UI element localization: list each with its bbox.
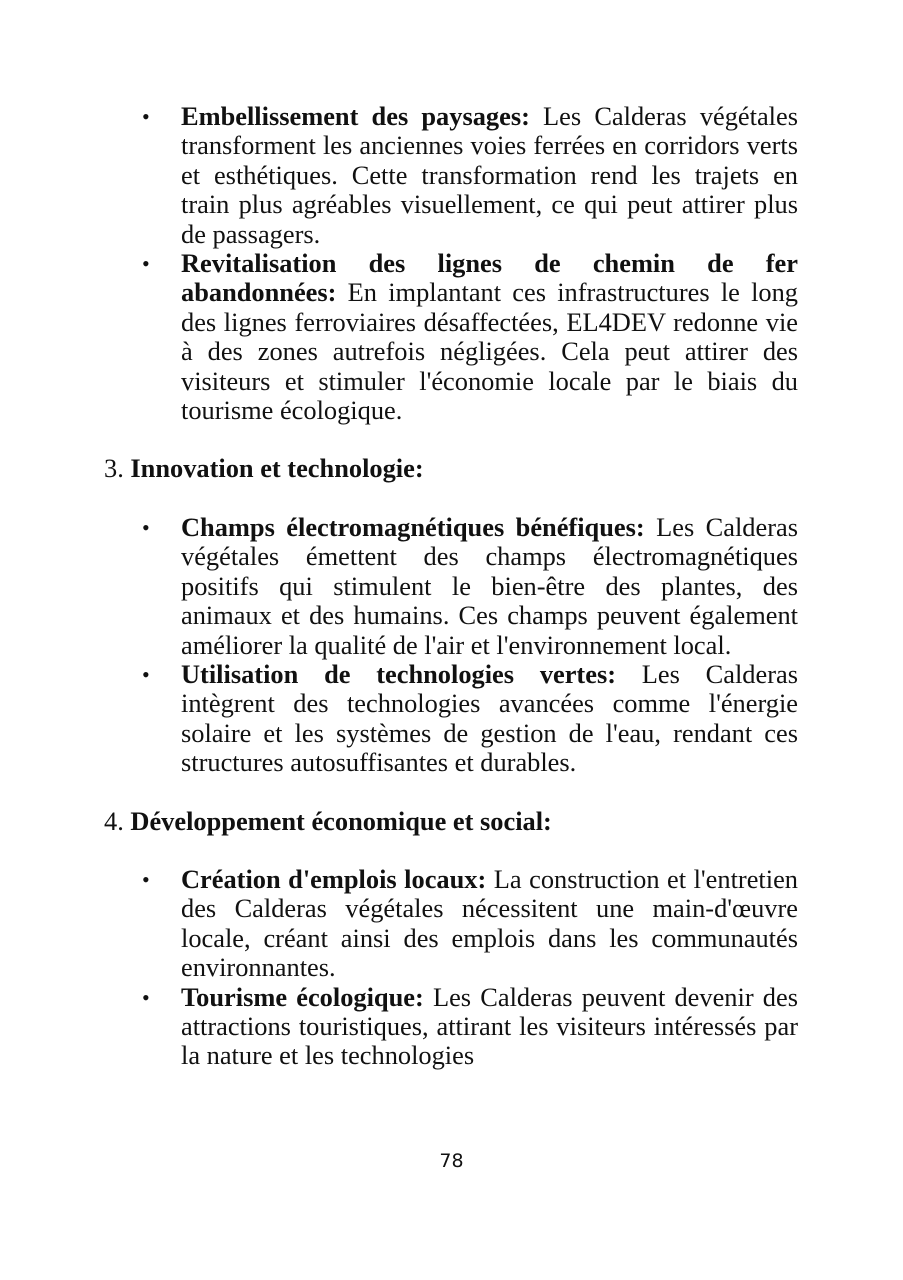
bullet-list-section4 — [104, 865, 798, 1071]
item-term: Champs électromagnétiques bénéfiques: — [181, 511, 645, 542]
section-heading-4 — [104, 807, 798, 836]
bullet-icon: • — [142, 514, 150, 540]
list-item — [104, 249, 798, 425]
section-number: 4. — [104, 805, 124, 836]
item-term: Embellissement des paysages: — [181, 101, 530, 131]
item-text: Les Calderas peuvent devenir des attractions touristiques, attirant les visiteurs intéressés par la nature et les technologies — [181, 981, 798, 1071]
item-text: La construction et l'entretien des Calderas végétales nécessitent une main-d'œuvre locale, créant ainsi des emplois dans les communautés environnantes. — [181, 863, 798, 983]
section-title: Innovation et technologie: — [130, 453, 424, 484]
item-term: Utilisation de technologies vertes: — [181, 658, 616, 689]
item-text: En implantant ces infrastructures le long des lignes ferroviaires désaffectées, EL4DEV redonne vie à des zones autrefois négligées. Cela peut attirer des visiteurs et stimuler l'économie locale par le biais du tourisme écologique. — [181, 277, 798, 426]
list-item — [104, 660, 798, 778]
item-term: Création d'emplois locaux: — [181, 863, 487, 894]
bullet-icon: • — [142, 251, 150, 277]
list-item — [104, 865, 798, 983]
bullet-icon: • — [142, 661, 150, 687]
item-term: Tourisme écologique: — [181, 981, 424, 1012]
page-content — [104, 102, 798, 1071]
section-heading-3 — [104, 454, 798, 483]
bullet-icon: • — [142, 984, 150, 1010]
list-item — [104, 513, 798, 660]
item-text: Les Calderas végétales transforment les anciennes voies ferrées en corridors verts et esthétiques. Cette transformation rend les trajets en train plus agréables visuellement, ce qui peut attirer plus de passagers. — [181, 101, 799, 249]
bullet-list-section3 — [104, 513, 798, 778]
list-item — [104, 102, 798, 249]
section-number: 3. — [104, 453, 124, 484]
list-item — [104, 983, 798, 1071]
bullet-icon: • — [142, 104, 150, 129]
item-text: Les Calderas végétales émettent des champs électromagnétiques positifs qui stimulent le bien-être des plantes, des animaux et des humains. Ces champs peuvent également améliorer la qualité de l'air et l'environnement local. — [181, 511, 798, 660]
section-title: Développement économique et social: — [130, 805, 552, 836]
bullet-icon: • — [142, 866, 150, 892]
bullet-list-block1 — [104, 102, 798, 425]
page-number: 78 — [439, 1150, 464, 1172]
item-term: Revitalisation des lignes de chemin de fer abandonnées: — [181, 248, 798, 308]
item-text: Les Calderas intègrent des technologies avancées comme l'énergie solaire et les systèmes de gestion de l'eau, rendant ces structures autosuffisantes et durables. — [181, 658, 798, 778]
